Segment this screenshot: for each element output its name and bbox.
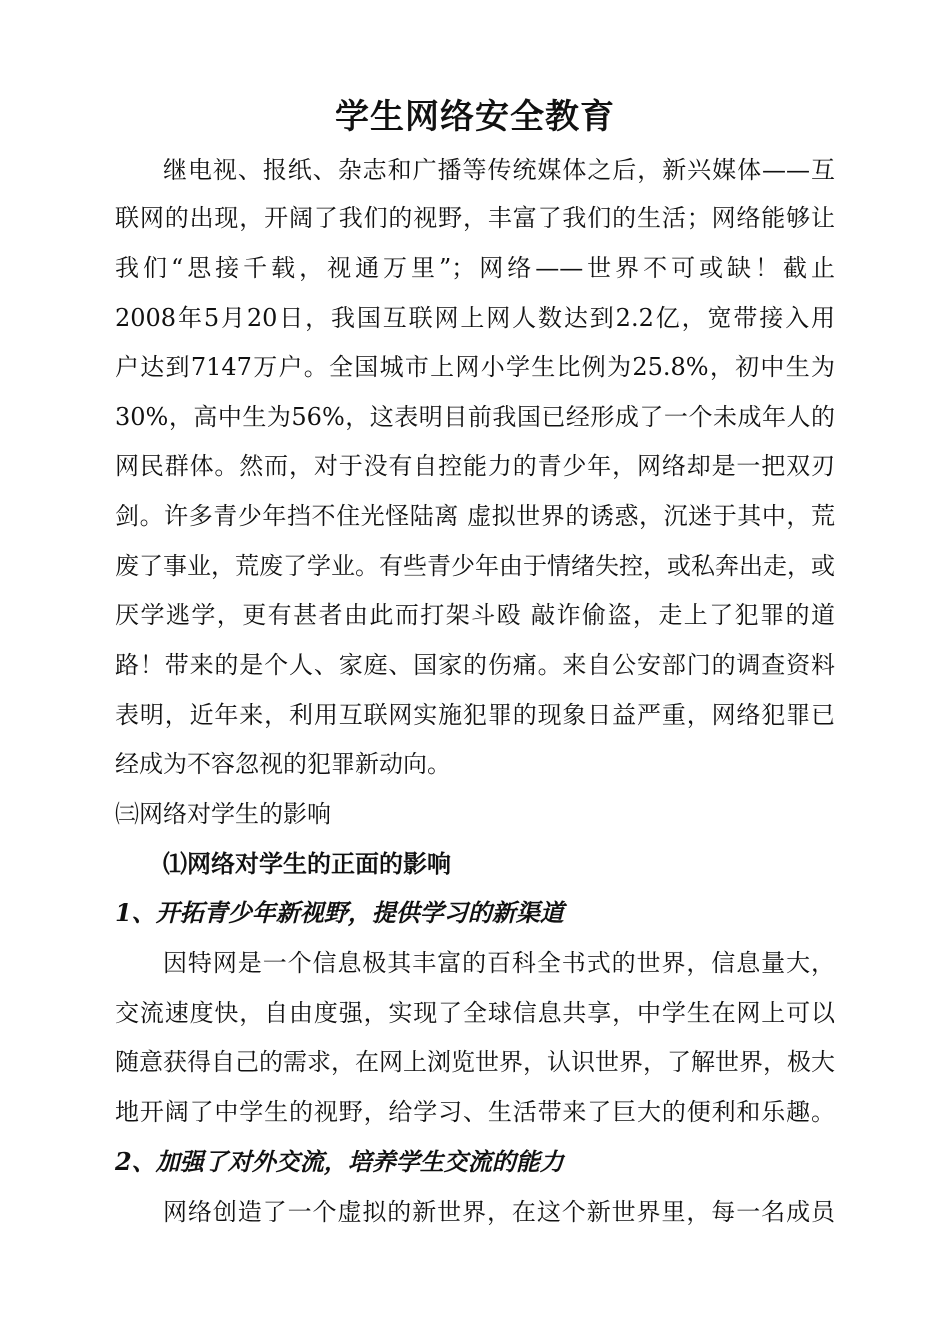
intro-line: 我们“思接千载，视通万里”；网络——世界不可或缺！截止 bbox=[115, 254, 835, 282]
paragraph-line: 因特网是一个信息极其丰富的百科全书式的世界，信息量大， bbox=[163, 949, 835, 977]
paragraph-line: 网络创造了一个虚拟的新世界，在这个新世界里，每一名成员 bbox=[163, 1198, 835, 1226]
intro-line: 废了事业，荒废了学业。有些青少年由于情绪失控，或私奔出走，或 bbox=[115, 552, 835, 580]
intro-line: 户达到7147万户。全国城市上网小学生比例为25.8%，初中生为 bbox=[115, 353, 835, 381]
intro-line: 30%，高中生为56%，这表明目前我国已经形成了一个未成年人的 bbox=[115, 403, 835, 431]
paragraph-line: 交流速度快，自由度强，实现了全球信息共享，中学生在网上可以 bbox=[115, 999, 835, 1027]
intro-line: 路！带来的是个人、家庭、国家的伤痛。来自公安部门的调查资料 bbox=[115, 651, 835, 679]
intro-line: 联网的出现，开阔了我们的视野，丰富了我们的生活；网络能够让 bbox=[115, 204, 835, 232]
point-heading: 1、开拓青少年新视野，提供学习的新渠道 bbox=[115, 898, 564, 927]
paragraph-line: 地开阔了中学生的视野，给学习、生活带来了巨大的便利和乐趣。 bbox=[115, 1098, 835, 1126]
intro-line: 网民群体。然而，对于没有自控能力的青少年，网络却是一把双刃 bbox=[115, 452, 835, 480]
intro-line: 剑。许多青少年挡不住光怪陆离 虚拟世界的诱惑，沉迷于其中，荒 bbox=[115, 502, 835, 530]
intro-line: 厌学逃学，更有甚者由此而打架斗殴 敲诈偷盗，走上了犯罪的道 bbox=[115, 601, 835, 629]
paragraph-line: 随意获得自己的需求，在网上浏览世界，认识世界，了解世界，极大 bbox=[115, 1048, 835, 1076]
intro-line: 2008年5月20日，我国互联网上网人数达到2.2亿，宽带接入用 bbox=[115, 304, 835, 332]
page-title: 学生网络安全教育 bbox=[335, 97, 615, 137]
intro-line: 继电视、报纸、杂志和广播等传统媒体之后，新兴媒体——互 bbox=[163, 156, 835, 184]
subsection-heading: ⑴网络对学生的正面的影响 bbox=[163, 849, 451, 878]
point-heading: 2、加强了对外交流，培养学生交流的能力 bbox=[115, 1147, 564, 1176]
section-heading: ㈢网络对学生的影响 bbox=[115, 800, 331, 828]
intro-line: 经成为不容忽视的犯罪新动向。 bbox=[115, 750, 451, 778]
intro-line: 表明，近年来，利用互联网实施犯罪的现象日益严重，网络犯罪已 bbox=[115, 701, 835, 729]
